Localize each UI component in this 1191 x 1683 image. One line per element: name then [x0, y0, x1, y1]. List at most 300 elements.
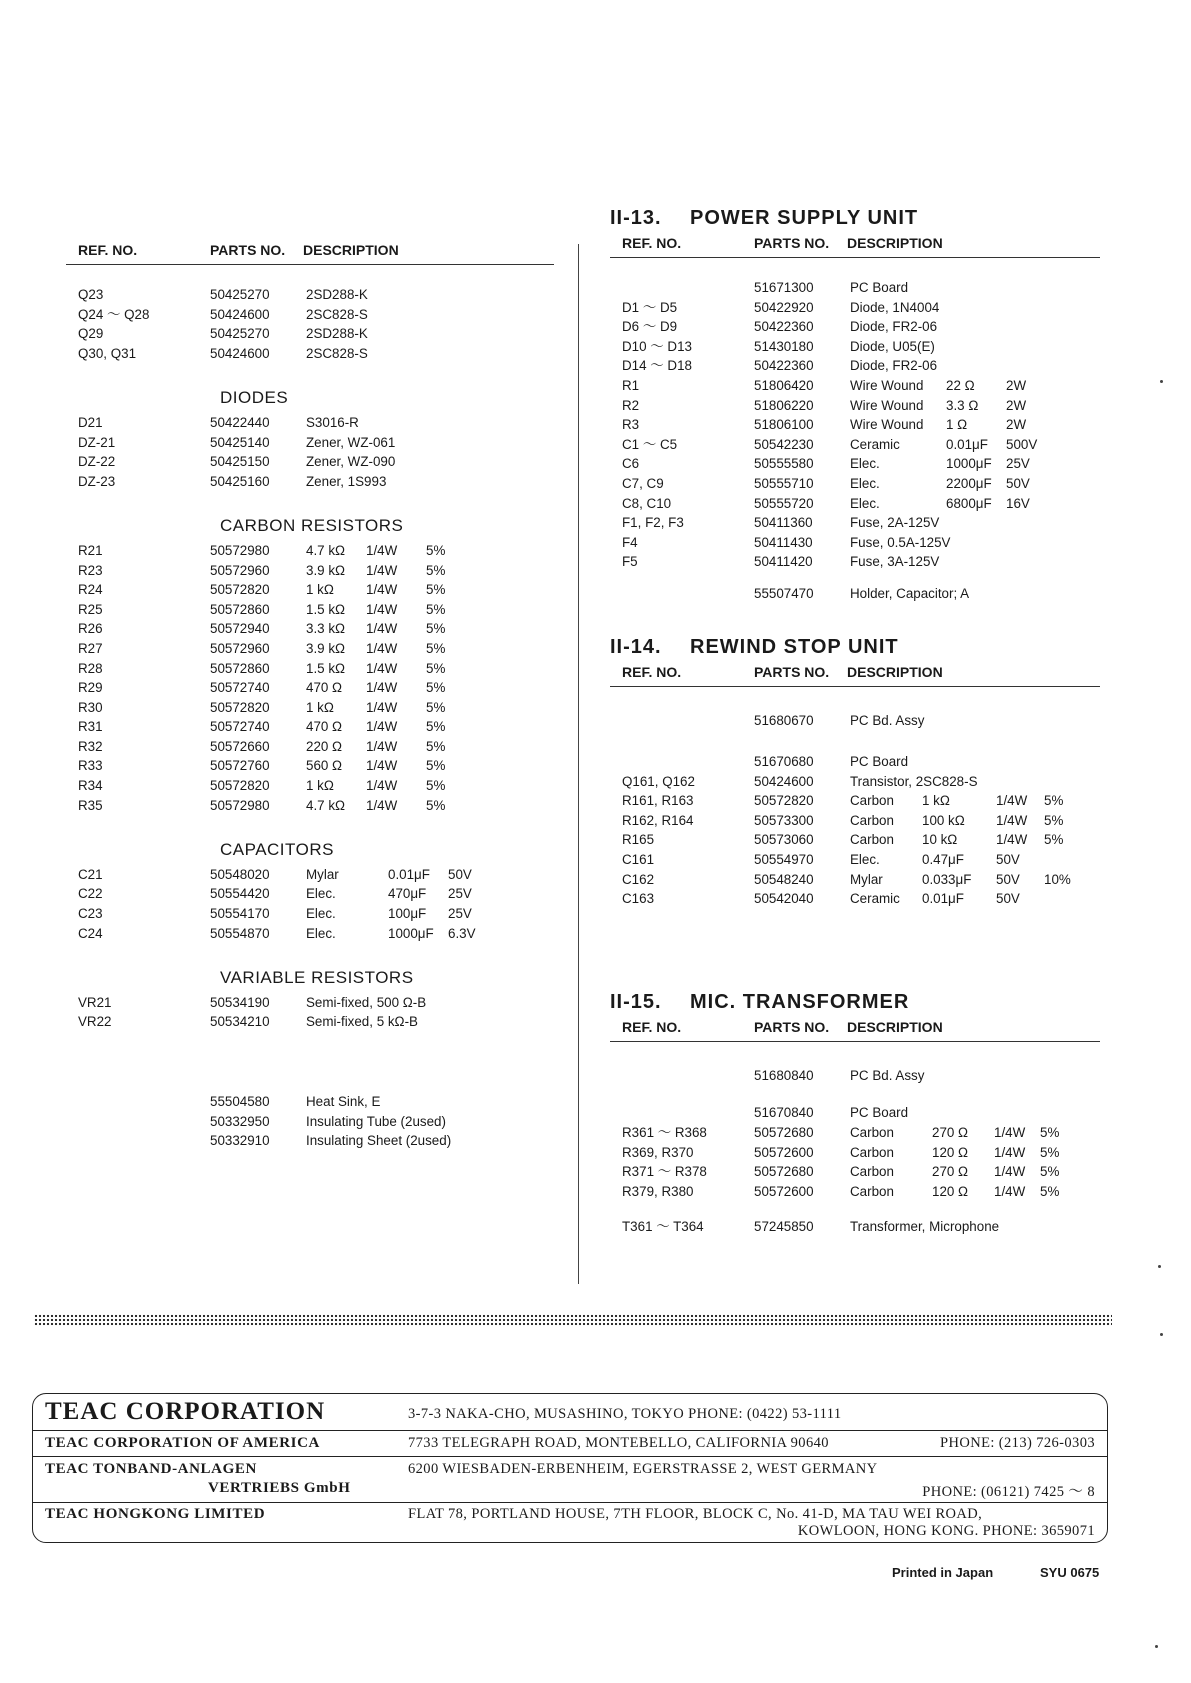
hongkong-address-line2: KOWLOON, HONG KONG. PHONE: 3659071 [797, 1523, 1095, 1539]
parts-no: 50554420 [210, 886, 270, 902]
tonband-address: 6200 WIESBADEN-ERBENHEIM, EGERSTRASSE 2, WEST GERMANY [408, 1461, 878, 1477]
description [850, 850, 1100, 870]
description-field: Ceramic [850, 436, 900, 452]
parts-no: 50554170 [210, 906, 270, 922]
ref-no: Q24 ～ Q28 [78, 306, 150, 322]
scan-speck [1160, 1333, 1163, 1336]
description [306, 541, 554, 561]
description [306, 600, 554, 620]
description-field: 1 Ω [946, 417, 968, 433]
description-field: 270 Ω [932, 1125, 969, 1141]
table-row [610, 1162, 1100, 1182]
table-row [610, 711, 1100, 731]
table-row [610, 870, 1100, 890]
description [306, 561, 554, 581]
table-row [66, 737, 554, 757]
ref-no: T361 ～ T364 [622, 1219, 704, 1235]
description-field: 5% [426, 542, 446, 558]
ref-no: R379, R380 [622, 1183, 694, 1199]
description-field: 1000μF [388, 925, 434, 941]
ref-no [610, 752, 754, 772]
description-field: 5% [426, 738, 446, 754]
description [850, 711, 1100, 731]
parts-no: 50424600 [210, 306, 270, 322]
description-field: Elec. [306, 906, 336, 922]
parts-no: 51670840 [754, 1105, 814, 1121]
description [850, 415, 1100, 435]
parts-no: 50424600 [754, 773, 814, 789]
description [306, 737, 554, 757]
description-field: PC Board [850, 280, 909, 295]
table-row [610, 337, 1100, 357]
ref-no: C23 [78, 906, 103, 922]
description-field: 270 Ω [932, 1164, 969, 1180]
parts-no: 50572740 [210, 680, 270, 696]
table-row [610, 356, 1100, 376]
description-field: 3.3 kΩ [306, 621, 346, 637]
parts-no: 50572860 [210, 601, 270, 617]
mic-table-header [610, 1015, 1100, 1042]
ref-no: DZ-21 [78, 434, 116, 450]
description-field: 2W [1006, 377, 1027, 393]
america-phone: PHONE: (213) 726-0303 [940, 1435, 1095, 1451]
description [850, 356, 1100, 376]
table-row [610, 850, 1100, 870]
capacitors-subheading: CAPACITORS [220, 839, 334, 859]
description [306, 993, 554, 1013]
ref-no: C163 [622, 891, 655, 907]
description-field: 120 Ω [932, 1183, 969, 1199]
description-field: 120 Ω [932, 1144, 969, 1160]
table-row [66, 993, 554, 1013]
description-field: PC Board [850, 754, 909, 770]
description-field: 1/4W [366, 660, 398, 676]
description-field: Insulating Sheet (2used) [306, 1133, 452, 1149]
parts-no: 50555720 [754, 495, 814, 511]
mic-transformer-extra [610, 1217, 1100, 1237]
description [306, 452, 554, 472]
description [850, 870, 1100, 890]
parts-no: 50534210 [210, 1014, 270, 1030]
table-row [610, 1066, 1100, 1086]
description-field: 5% [1040, 1125, 1060, 1141]
description [850, 435, 1100, 455]
table-row [610, 298, 1100, 318]
ref-no: C7, C9 [622, 475, 664, 491]
description-field: 10 kΩ [922, 832, 958, 848]
description-field: 1/4W [366, 758, 398, 774]
header-ref-no: REF. NO. [622, 235, 682, 251]
description-field: 0.47μF [922, 852, 964, 868]
parts-no: 50554870 [210, 925, 270, 941]
description [306, 659, 554, 679]
description-field: 5% [1040, 1183, 1060, 1199]
parts-no: 50572660 [210, 738, 270, 754]
variable-resistor-list [66, 993, 554, 1032]
description [850, 811, 1100, 831]
description-field: Mylar [850, 871, 883, 887]
table-row [66, 639, 554, 659]
table-row [66, 776, 554, 796]
diode-list [66, 413, 554, 491]
description-field: 5% [1040, 1164, 1060, 1180]
parts-no: 50572820 [754, 793, 814, 809]
tonband-name: TEAC TONBAND-ANLAGEN [45, 1461, 257, 1477]
header-description: DESCRIPTION [847, 235, 943, 251]
ref-no: VR22 [78, 1014, 112, 1030]
description-field: 470μF [388, 886, 427, 902]
description [850, 396, 1100, 416]
description [850, 317, 1100, 337]
table-row [610, 830, 1100, 850]
description-field: Wire Wound [850, 397, 924, 413]
parts-no: 50422920 [754, 299, 814, 315]
parts-no: 50332910 [210, 1133, 270, 1149]
description-field: 4.7 kΩ [306, 542, 346, 558]
description [850, 1182, 1100, 1202]
description-field: Transistor, 2SC828-S [850, 773, 978, 789]
parts-no: 50572820 [210, 778, 270, 794]
hongkong-row [33, 1502, 1107, 1542]
corp-address: 3-7-3 NAKA-CHO, MUSASHINO, TOKYO PHONE: (0422) 53-1111 [408, 1406, 842, 1422]
tonband-subname: VERTRIEBS GmbH [208, 1480, 351, 1496]
table-row [66, 433, 554, 453]
tonband-row [33, 1456, 1107, 1503]
description [306, 285, 554, 305]
description [306, 1012, 554, 1032]
description [306, 865, 554, 885]
description-field: 1/4W [366, 621, 398, 637]
power-table-header [610, 231, 1100, 258]
table-row [610, 474, 1100, 494]
table-row [66, 1012, 554, 1032]
parts-no: 50572980 [210, 542, 270, 558]
variable-resistors-subheading: VARIABLE RESISTORS [220, 967, 414, 987]
table-row [610, 1103, 1100, 1123]
parts-no: 51430180 [754, 338, 814, 354]
parts-no: 50424600 [210, 345, 270, 361]
ref-no: Q23 [78, 287, 104, 302]
parts-no: 50573060 [754, 832, 814, 848]
description-field: 470 Ω [306, 719, 343, 735]
description [306, 884, 554, 904]
description-field: Ceramic [850, 891, 900, 907]
description [306, 796, 554, 816]
power-supply-list [610, 278, 1100, 572]
description-field: 1/4W [994, 1164, 1026, 1180]
parts-no: 50554970 [754, 852, 814, 868]
description-field: 0.01μF [946, 436, 988, 452]
description-field: 1/4W [366, 601, 398, 617]
ref-no: C162 [622, 871, 655, 887]
description-field: 1000μF [946, 456, 992, 472]
description-field: Elec. [850, 852, 880, 868]
ref-no: R2 [622, 397, 640, 413]
header-description: DESCRIPTION [847, 663, 943, 680]
power-supply-title [610, 205, 1100, 231]
america-name: TEAC CORPORATION OF AMERICA [45, 1435, 320, 1451]
description-field: PC Bd. Assy [850, 712, 925, 728]
table-row [610, 1182, 1100, 1202]
table-row [610, 552, 1100, 572]
table-row [66, 796, 554, 816]
column-divider [578, 244, 579, 1284]
tonband-phone: PHONE: (06121) 7425 ～ 8 [922, 1484, 1095, 1500]
ref-no: R361 ～ R368 [622, 1125, 707, 1141]
mic-transformer-name: MIC. TRANSFORMER [690, 990, 910, 1013]
parts-no: 50542230 [754, 436, 814, 452]
description [306, 1092, 554, 1112]
table-row [66, 678, 554, 698]
description-field: 1/4W [994, 1125, 1026, 1141]
hongkong-name: TEAC HONGKONG LIMITED [45, 1506, 266, 1522]
ref-no [610, 584, 754, 604]
description-field: 100 kΩ [922, 812, 965, 828]
description-field: PC Board [850, 1105, 909, 1121]
description-field: 1/4W [366, 680, 398, 696]
parts-no: 50572760 [210, 758, 270, 774]
ref-no: R161, R163 [622, 793, 694, 809]
description-field: 5% [1044, 832, 1064, 848]
ref-no: R28 [78, 660, 103, 676]
table-row [610, 396, 1100, 416]
parts-no: 50425140 [210, 434, 270, 450]
table-row [66, 1112, 554, 1132]
table-row [66, 756, 554, 776]
parts-no: 50534190 [210, 994, 270, 1010]
description-field: 0.01μF [922, 891, 964, 907]
description-field: Diode, FR2-06 [850, 319, 938, 335]
description [850, 1103, 1100, 1123]
ref-no: R25 [78, 601, 103, 617]
description-field: Carbon [850, 1183, 894, 1199]
mic-transformer-title [610, 989, 1100, 1015]
ref-no: R30 [78, 699, 103, 715]
description [850, 494, 1100, 514]
description-field: 2SD288-K [306, 326, 368, 342]
table-row [610, 1123, 1100, 1143]
description [306, 1112, 554, 1132]
ref-no: C6 [622, 456, 640, 472]
description-field: 560 Ω [306, 758, 343, 774]
table-row [66, 904, 554, 924]
description-field: 2SD288-K [306, 287, 368, 302]
description-field: Carbon [850, 1164, 894, 1180]
description [850, 474, 1100, 494]
parts-no: 50555580 [754, 456, 814, 472]
scan-speck [1160, 380, 1163, 383]
description-field: 25V [1006, 456, 1030, 472]
description-field: 1/4W [366, 640, 398, 656]
description [306, 472, 554, 492]
header-parts-no: PARTS NO. [754, 663, 830, 680]
parts-no: 50572960 [210, 562, 270, 578]
ref-no: R32 [78, 738, 103, 754]
description-field: 1/4W [366, 542, 398, 558]
description-field: Carbon [850, 1125, 894, 1141]
ref-no: F1, F2, F3 [622, 515, 684, 531]
description [306, 904, 554, 924]
ref-no: VR21 [78, 994, 112, 1010]
description [850, 337, 1100, 357]
parts-no: 50411420 [754, 554, 813, 570]
description-field: 1/4W [996, 793, 1028, 809]
ref-no: R369, R370 [622, 1144, 694, 1160]
description-field: Carbon [850, 1144, 894, 1160]
carbon-resistors-subheading: CARBON RESISTORS [220, 515, 404, 535]
parts-no: 50422440 [210, 414, 270, 430]
america-row [33, 1430, 1107, 1457]
description-field: 25V [448, 906, 472, 922]
ref-no: R26 [78, 621, 103, 637]
ref-no [610, 1066, 754, 1086]
description-field: Carbon [850, 812, 894, 828]
parts-no: 50572820 [210, 699, 270, 715]
description [306, 305, 554, 325]
table-row [66, 285, 554, 305]
parts-no: 50422360 [754, 319, 814, 335]
description-field: 22 Ω [946, 377, 975, 393]
ref-no [66, 1092, 210, 1112]
table-row [66, 452, 554, 472]
description-field: 0.01μF [388, 866, 430, 882]
table-row [66, 717, 554, 737]
parts-no: 50572680 [754, 1125, 814, 1141]
table-row [610, 791, 1100, 811]
description-field: 5% [426, 758, 446, 774]
ref-no: R31 [78, 719, 103, 735]
description-field: Transformer, Microphone [850, 1219, 1000, 1235]
table-row [610, 317, 1100, 337]
ref-no: R35 [78, 797, 103, 813]
description-field: Zener, 1S993 [306, 473, 387, 489]
ref-no: D10 ～ D13 [622, 338, 692, 354]
description-field: 1.5 kΩ [306, 601, 346, 617]
ref-no: C22 [78, 886, 103, 902]
description-field: 2SC828-S [306, 345, 368, 361]
header-description: DESCRIPTION [303, 242, 399, 258]
table-row [610, 513, 1100, 533]
description-field: Elec. [850, 456, 880, 472]
description-field: 1/4W [366, 582, 398, 598]
document-code: SYU 0675 [1040, 1565, 1100, 1580]
mic-assy [610, 1066, 1100, 1086]
corp-row [33, 1394, 1107, 1431]
header-parts-no: PARTS NO. [754, 235, 830, 251]
description [306, 324, 554, 344]
description-field: 5% [1044, 812, 1064, 828]
parts-no: 51806420 [754, 377, 814, 393]
description [306, 580, 554, 600]
description-field: 5% [426, 601, 446, 617]
ref-no: R165 [622, 832, 655, 848]
description [850, 772, 1100, 792]
description-field: Carbon [850, 793, 894, 809]
description-field: 10% [1044, 871, 1071, 887]
ref-no [610, 1103, 754, 1123]
table-row [66, 580, 554, 600]
power-supply-name: POWER SUPPLY UNIT [690, 207, 919, 229]
description [306, 344, 554, 364]
ref-no: C24 [78, 925, 103, 941]
description [850, 1143, 1100, 1163]
description-field: 5% [426, 640, 446, 656]
ref-no: R33 [78, 758, 103, 774]
description [850, 791, 1100, 811]
description-field: 3.9 kΩ [306, 562, 346, 578]
description [306, 678, 554, 698]
parts-no: 50572960 [210, 640, 270, 656]
description [850, 889, 1100, 909]
description [850, 1162, 1100, 1182]
description-field: Fuse, 2A-125V [850, 515, 940, 531]
description-field: Diode, U05(E) [850, 338, 935, 354]
description-field: Diode, FR2-06 [850, 358, 938, 374]
table-row [610, 376, 1100, 396]
description-field: 1 kΩ [306, 778, 334, 794]
rewind-assy [610, 711, 1100, 731]
left-parts-table [66, 238, 554, 1151]
description-field: 1 kΩ [306, 699, 334, 715]
ref-no [610, 278, 754, 298]
description-field: 4.7 kΩ [306, 797, 346, 813]
description-field: 1/4W [366, 719, 398, 735]
description [306, 698, 554, 718]
ref-no: Q161, Q162 [622, 773, 695, 789]
description-field: 1/4W [994, 1183, 1026, 1199]
table-row [66, 472, 554, 492]
table-row [66, 924, 554, 944]
power-supply-extra [610, 584, 1100, 604]
table-row [66, 1092, 554, 1112]
description [850, 552, 1100, 572]
parts-no: 55504580 [210, 1094, 270, 1109]
description [850, 298, 1100, 318]
parts-no: 50411360 [754, 515, 813, 531]
description-field: 5% [426, 562, 446, 578]
description-field: 220 Ω [306, 738, 343, 754]
description-field: Insulating Tube (2used) [306, 1113, 446, 1129]
parts-no: 50573300 [754, 812, 814, 828]
description-field: 50V [996, 891, 1020, 907]
table-row [610, 454, 1100, 474]
description-field: 1 kΩ [922, 793, 950, 809]
capacitor-list [66, 865, 554, 943]
description-field: 1/4W [996, 832, 1028, 848]
parts-no: 50548020 [210, 866, 270, 882]
transistor-list [66, 285, 554, 363]
description-field: 2W [1006, 397, 1027, 413]
description [850, 1066, 1100, 1086]
description-field: 500V [1006, 436, 1038, 452]
corp-name: TEAC CORPORATION [45, 1398, 326, 1425]
ref-no: D21 [78, 414, 103, 430]
description-field: 5% [426, 797, 446, 813]
parts-no: 50425160 [210, 473, 270, 489]
scan-speck [1158, 1265, 1161, 1268]
description-field: Diode, 1N4004 [850, 299, 940, 315]
ref-no: Q29 [78, 326, 104, 342]
america-address: 7733 TELEGRAPH ROAD, MONTEBELLO, CALIFORNIA 90640 [408, 1435, 829, 1451]
parts-no: 50572600 [754, 1183, 814, 1199]
rewind-table-header [610, 660, 1100, 687]
table-row [610, 889, 1100, 909]
header-ref-no: REF. NO. [622, 1018, 682, 1035]
table-row [66, 541, 554, 561]
description [850, 584, 1100, 604]
ref-no: Q30, Q31 [78, 345, 137, 361]
description-field: Fuse, 0.5A-125V [850, 534, 951, 550]
